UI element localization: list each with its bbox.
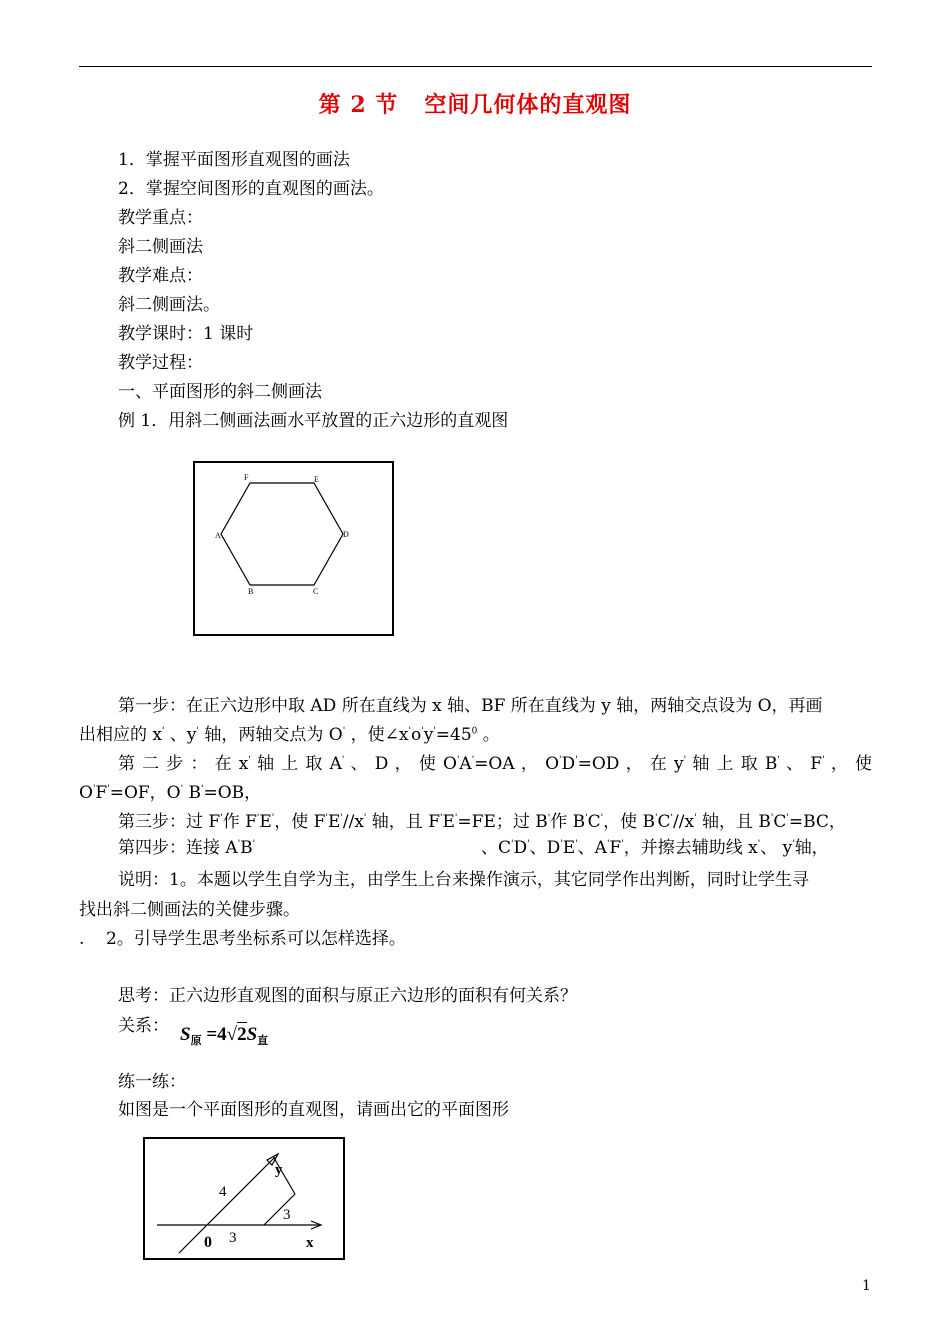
difficulty: 斜二侧画法。 xyxy=(118,295,220,315)
fig2-label-3-slant: 3 xyxy=(283,1207,291,1223)
hexagon-label-b: B xyxy=(248,587,254,596)
step-1-line-2: 出相应的 x' 、y' 轴，两轴交点为 O' ，使$\angle x'o'y'=45^0$ 。 xyxy=(79,725,500,745)
page-number: 1 xyxy=(862,1278,871,1294)
step-4-part-1: 第四步：连接 A'B' xyxy=(118,838,256,858)
class-hours: 教学课时：1 课时 xyxy=(118,324,254,344)
fig2-label-3-base: 3 xyxy=(229,1230,237,1246)
page-title xyxy=(0,88,950,119)
hexagon-label-c: C xyxy=(313,587,319,596)
fig2-label-4: 4 xyxy=(219,1184,227,1200)
objective-1: 1．掌握平面图形直观图的画法 xyxy=(118,150,350,170)
fig2-label-x: x xyxy=(306,1235,314,1251)
step-2-line-1: 第 二 步 ： 在 x' 轴 上 取 A' 、 D ， 使 O'A'=OA ， O'D'=OD ， 在 y' 轴 上 取 B' 、 F' ， 使 xyxy=(118,754,872,774)
oblique-figure xyxy=(143,1137,346,1261)
area-formula: $S_原 =4√2S_直$ xyxy=(180,1024,269,1047)
step-3: 第三步：过 F'作 F'E'，使 F'E'//x' 轴，且 F'E'=FE；过 B'作 B'C'，使 B'C'//x' 轴，且 B'C'=BC， xyxy=(118,812,846,832)
fig2-label-y: y xyxy=(275,1162,283,1178)
step-2-line-2: O'F'=OF，O' B'=OB， xyxy=(79,783,262,803)
hexagon-label-a: A xyxy=(215,531,221,540)
key-point-label: 教学重点： xyxy=(118,208,203,228)
hexagon-frame xyxy=(194,462,393,635)
note-1-line-1: 说明：1。本题以学生自学为主，由学生上台来操作演示，其它同学作出判断，同时让学生寻 xyxy=(118,870,809,890)
example-1: 例 1．用斜二侧画法画水平放置的正六边形的直观图 xyxy=(118,411,509,431)
section-heading: 一、平面图形的斜二侧画法 xyxy=(118,382,322,402)
header-rule xyxy=(79,66,872,67)
key-point: 斜二侧画法 xyxy=(118,237,203,257)
difficulty-label: 教学难点： xyxy=(118,266,203,286)
think-question: 思考：正六边形直观图的面积与原正六边形的面积有何关系？ xyxy=(118,986,577,1006)
relation-label: 关系： xyxy=(118,1016,169,1036)
objective-2: 2．掌握空间图形的直观图的画法。 xyxy=(118,179,384,199)
hexagon-label-f: F xyxy=(244,473,249,482)
step-4-part-2: 、C'D'、D'E'、A'F'，并擦去辅助线 x'、 y'轴， xyxy=(481,838,829,858)
y-axis-line xyxy=(179,1157,275,1253)
process-label: 教学过程： xyxy=(118,353,203,373)
oblique-frame xyxy=(144,1138,344,1259)
hexagon-label-d: D xyxy=(343,530,349,539)
practice-title: 练一练： xyxy=(118,1072,186,1092)
practice-description: 如图是一个平面图形的直观图，请画出它的平面图形 xyxy=(118,1100,509,1120)
hexagon-shape xyxy=(221,483,343,585)
hexagon-label-e: E xyxy=(314,475,319,484)
fig2-label-origin: 0 xyxy=(204,1234,212,1251)
title-section-number: 第 2 节 xyxy=(318,92,399,118)
step-1-line-1: 第一步：在正六边形中取 AD 所在直线为 x 轴、BF 所在直线为 y 轴，两轴交点设为 O，再画 xyxy=(118,696,823,716)
note-2: . 2。引导学生思考坐标系可以怎样选择。 xyxy=(79,929,406,949)
note-1-line-2: 找出斜二侧画法的关健步骤。 xyxy=(79,900,300,920)
hexagon-figure xyxy=(193,461,395,637)
title-text: 空间几何体的直观图 xyxy=(424,92,632,118)
